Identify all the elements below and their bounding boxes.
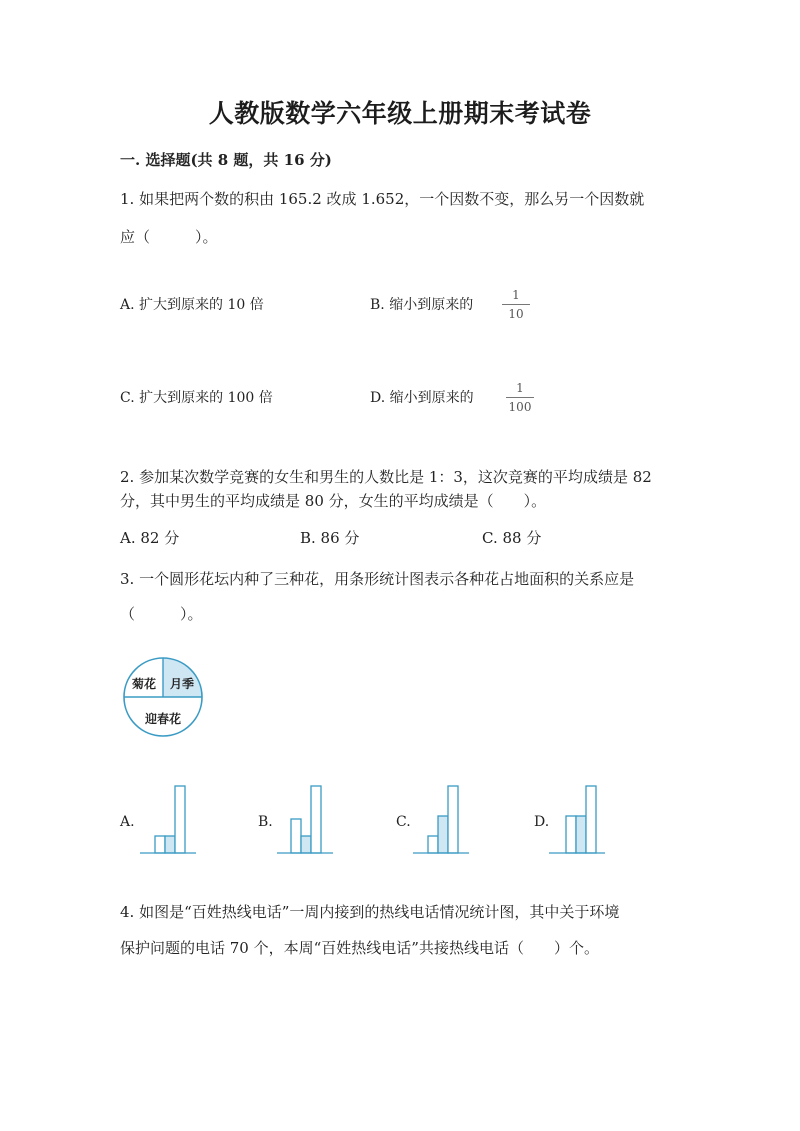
question-3-option-d-figure (549, 782, 605, 856)
question-3-option-c-figure (413, 782, 469, 856)
bar-yingchunhua (175, 786, 185, 853)
question-2-option-a: A. 82 分 (120, 529, 180, 547)
question-3-option-a-figure (140, 782, 196, 856)
question-1-line-1: 1. 如果把两个数的积由 165.2 改成 1.652，一个因数不变，那么另一个因数就 (120, 190, 645, 208)
bar-yueji (438, 816, 448, 853)
question-1-option-b: B. 缩小到原来的 (370, 297, 474, 313)
fraction-denominator: 100 (508, 400, 532, 414)
fraction-denominator: 10 (508, 307, 524, 321)
bar-juhua (155, 836, 165, 853)
question-1-option-b-fraction (498, 287, 534, 322)
question-1-option-d: D. 缩小到原来的 (370, 390, 474, 406)
question-3-option-a: A. (120, 814, 135, 830)
question-2-line-1: 2. 参加某次数学竞赛的女生和男生的人数比是 1：3，这次竞赛的平均成绩是 82 (120, 468, 652, 486)
bar-yingchunhua (448, 786, 458, 853)
bar-yueji (301, 836, 311, 853)
question-4-line-2: 保护问题的电话 70 个，本周“百姓热线电话”共接热线电话（ ）个。 (120, 939, 599, 957)
fraction-numerator: 1 (516, 381, 524, 395)
bar-yueji (165, 836, 175, 853)
fraction-numerator: 1 (512, 288, 520, 302)
page-title: 人教版数学六年级上册期末考试卷 (208, 99, 592, 128)
pie-label-juhua: 菊花 (131, 677, 157, 691)
question-3-line-2: （ ）。 (120, 605, 203, 623)
question-3-option-d: D. (534, 814, 550, 830)
question-1-option-d-fraction (502, 380, 538, 415)
question-3-option-c: C. (396, 814, 411, 830)
bar-yingchunhua (311, 786, 321, 853)
question-3-option-b: B. (258, 814, 273, 830)
question-3-option-b-figure (277, 782, 333, 856)
bar-yingchunhua (586, 786, 596, 853)
question-1-option-c: C. 扩大到原来的 100 倍 (120, 390, 273, 406)
fraction-bar (502, 304, 530, 305)
flower-bed-pie-figure (118, 654, 208, 744)
pie-label-yueji: 月季 (169, 677, 195, 691)
question-2-option-c: C. 88 分 (482, 529, 542, 547)
question-2-line-2: 分，其中男生的平均成绩是 80 分，女生的平均成绩是（ ）。 (120, 492, 547, 510)
question-1-option-a: A. 扩大到原来的 10 倍 (120, 297, 264, 313)
question-1-line-2: 应（ ）。 (120, 228, 218, 246)
question-2-option-b: B. 86 分 (300, 529, 360, 547)
question-3-line-1: 3. 一个圆形花坛内种了三种花，用条形统计图表示各种花占地面积的关系应是 (120, 570, 635, 588)
question-4-line-1: 4. 如图是“百姓热线电话”一周内接到的热线电话情况统计图，其中关于环境 (120, 903, 620, 921)
fraction-bar (506, 397, 534, 398)
bar-juhua (291, 819, 301, 853)
pie-label-yingchunhua: 迎春花 (144, 712, 182, 726)
section-heading: 一. 选择题(共 8 题，共 16 分) (120, 151, 332, 169)
bar-juhua (566, 816, 576, 853)
bar-yueji (576, 816, 586, 853)
bar-juhua (428, 836, 438, 853)
